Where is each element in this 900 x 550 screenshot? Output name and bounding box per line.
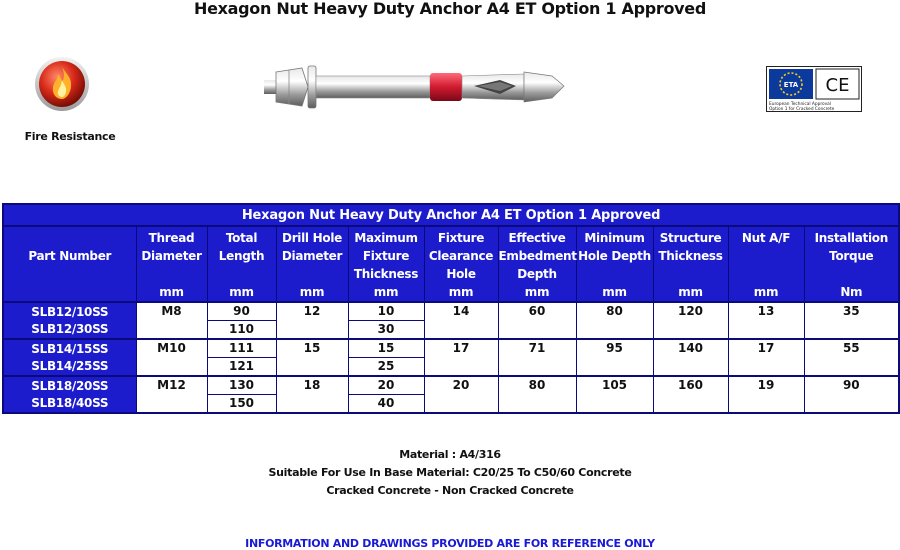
part-number-cell: SLB18/20SS	[3, 376, 136, 395]
table-units-row	[3, 283, 899, 302]
clearance-hole-cell: 20	[424, 376, 498, 413]
fire-resistance-icon	[34, 56, 90, 112]
material-notes	[0, 446, 900, 500]
total-length-cell: 150	[207, 395, 276, 414]
drill-hole-cell: 18	[276, 376, 348, 413]
unit-cell: mm	[424, 283, 498, 302]
fixture-thickness-cell: 10	[348, 302, 424, 321]
col-header-total-length: Total Length	[207, 226, 276, 283]
thread-diameter-cell: M12	[136, 376, 207, 413]
embedment-depth-cell: 80	[498, 376, 576, 413]
material-line: Material : A4/316	[399, 448, 501, 461]
base-material-line: Suitable For Use In Base Material: C20/25 To C50/60 Concrete	[268, 466, 632, 479]
fixture-thickness-cell: 30	[348, 321, 424, 340]
unit-cell: mm	[728, 283, 804, 302]
drill-hole-cell: 15	[276, 339, 348, 376]
col-header-drill-hole-diameter: Drill Hole Diameter	[276, 226, 348, 283]
col-header-part-number: Part Number	[3, 226, 136, 283]
svg-text:CE: CE	[825, 75, 850, 96]
total-length-cell: 111	[207, 339, 276, 358]
part-number-cell: SLB14/15SS	[3, 339, 136, 358]
min-hole-depth-cell: 95	[576, 339, 653, 376]
part-number-cell: SLB12/30SS	[3, 321, 136, 340]
table-row	[3, 376, 899, 395]
disclaimer: INFORMATION AND DRAWINGS PROVIDED ARE FOR REFERENCE ONLY	[245, 537, 655, 550]
torque-cell: 35	[804, 302, 899, 339]
nut-af-cell: 19	[728, 376, 804, 413]
drill-hole-cell: 12	[276, 302, 348, 339]
torque-cell: 55	[804, 339, 899, 376]
unit-cell: mm	[136, 283, 207, 302]
min-hole-depth-cell: 80	[576, 302, 653, 339]
embedment-depth-cell: 60	[498, 302, 576, 339]
col-header-nut-af: Nut A/F	[728, 226, 804, 283]
col-header-installation-torque: Installation Torque	[804, 226, 899, 283]
thread-diameter-cell: M10	[136, 339, 207, 376]
total-length-cell: 110	[207, 321, 276, 340]
clearance-hole-cell: 14	[424, 302, 498, 339]
svg-text:ETA: ETA	[783, 81, 799, 89]
svg-text:Option 1 for Cracked Concrete: Option 1 for Cracked Concrete	[769, 107, 835, 112]
min-hole-depth-cell: 105	[576, 376, 653, 413]
eta-ce-certification-badge	[766, 66, 862, 112]
col-header-minimum-hole-depth: Minimum Hole Depth	[576, 226, 653, 283]
unit-cell: Nm	[804, 283, 899, 302]
clearance-hole-cell: 17	[424, 339, 498, 376]
col-header-fixture-clearance-hole: Fixture Clearance Hole	[424, 226, 498, 283]
nut-af-cell: 17	[728, 339, 804, 376]
unit-cell: mm	[348, 283, 424, 302]
unit-cell: mm	[276, 283, 348, 302]
structure-thickness-cell: 140	[653, 339, 728, 376]
part-number-cell: SLB12/10SS	[3, 302, 136, 321]
anchor-bolt-image	[262, 56, 568, 118]
col-header-effective-embedment-depth: Effective Embedment Depth	[498, 226, 576, 283]
fixture-thickness-cell: 20	[348, 376, 424, 395]
table-title: Hexagon Nut Heavy Duty Anchor A4 ET Option 1 Approved	[3, 204, 899, 226]
total-length-cell: 121	[207, 358, 276, 377]
unit-cell	[3, 283, 136, 302]
svg-text:European Technical Approval: European Technical Approval	[769, 102, 831, 107]
col-header-max-fixture-thickness: Maximum Fixture Thickness	[348, 226, 424, 283]
fixture-thickness-cell: 40	[348, 395, 424, 414]
fire-resistance-label: Fire Resistance	[24, 130, 116, 143]
fixture-thickness-cell: 15	[348, 339, 424, 358]
structure-thickness-cell: 160	[653, 376, 728, 413]
structure-thickness-cell: 120	[653, 302, 728, 339]
unit-cell: mm	[653, 283, 728, 302]
fixture-thickness-cell: 25	[348, 358, 424, 377]
col-header-thread-diameter: Thread Diameter	[136, 226, 207, 283]
table-header-row	[3, 226, 899, 283]
total-length-cell: 130	[207, 376, 276, 395]
col-header-structure-thickness: Structure Thickness	[653, 226, 728, 283]
page-title: Hexagon Nut Heavy Duty Anchor A4 ET Option 1 Approved	[193, 0, 706, 18]
table-row	[3, 302, 899, 321]
unit-cell: mm	[207, 283, 276, 302]
specification-table	[2, 203, 900, 414]
unit-cell: mm	[498, 283, 576, 302]
table-row	[3, 339, 899, 358]
concrete-line: Cracked Concrete - Non Cracked Concrete	[326, 484, 574, 497]
torque-cell: 90	[804, 376, 899, 413]
thread-diameter-cell: M8	[136, 302, 207, 339]
total-length-cell: 90	[207, 302, 276, 321]
unit-cell: mm	[576, 283, 653, 302]
part-number-cell: SLB14/25SS	[3, 358, 136, 377]
part-number-cell: SLB18/40SS	[3, 395, 136, 414]
nut-af-cell: 13	[728, 302, 804, 339]
embedment-depth-cell: 71	[498, 339, 576, 376]
